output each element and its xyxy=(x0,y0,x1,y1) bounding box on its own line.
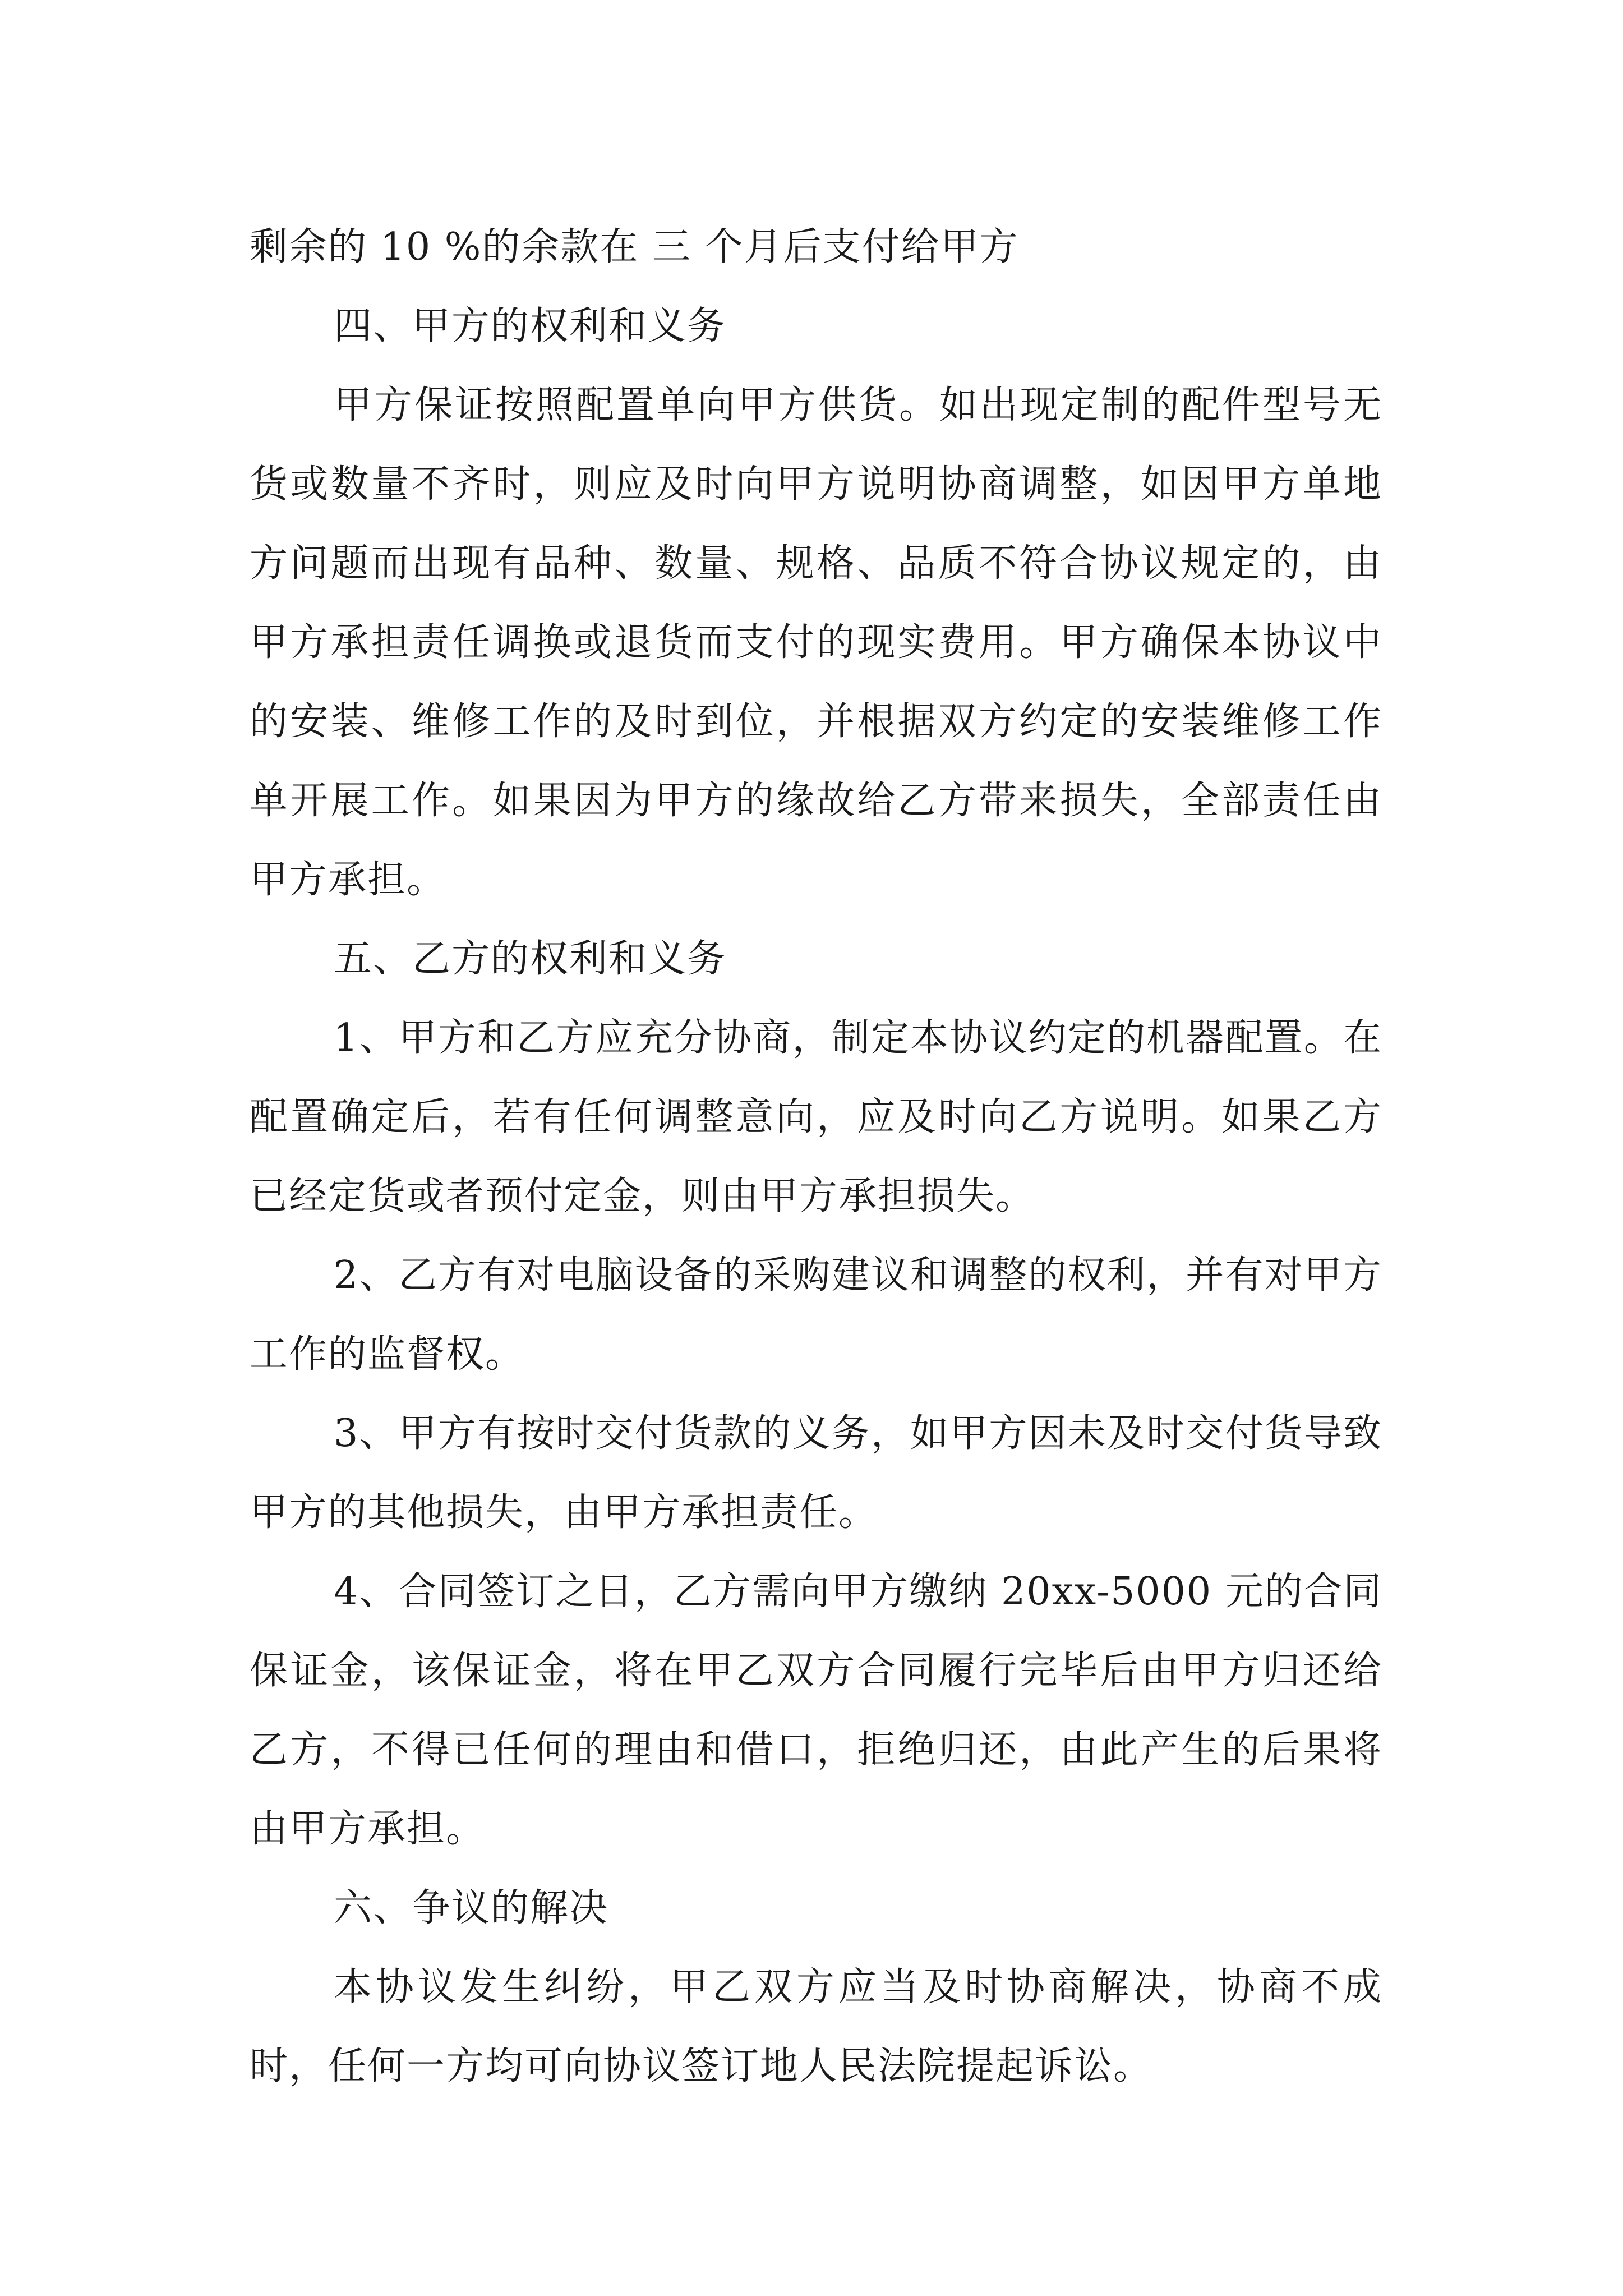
clause-2-procurement-advice: 2、乙方有对电脑设备的采购建议和调整的权利，并有对甲方工作的监督权。 xyxy=(250,1253,1382,1377)
document-body xyxy=(250,208,1382,2106)
clause-3-payment-obligation: 3、甲方有按时交付货款的义务，如甲方因未及时交付货导致甲方的其他损失，由甲方承担责任。 xyxy=(250,1411,1382,1535)
section-heading-party-b-rights: 五、乙方的权利和义务 xyxy=(334,937,727,981)
clause-4-security-deposit: 4、合同签订之日，乙方需向甲方缴纳 20xx-5000 元的合同保证金，该保证金，将在甲乙双方合同履行完毕后由甲方归还给乙方，不得已任何的理由和借口，拒绝归还，由此产生的后果将由甲方承担。 xyxy=(250,1570,1382,1851)
clause-1-configuration: 1、甲方和乙方应充分协商，制定本协议约定的机器配置。在配置确定后，若有任何调整意向，应及时向乙方说明。如果乙方已经定货或者预付定金，则由甲方承担损失。 xyxy=(250,1016,1382,1218)
section-heading-dispute-resolution: 六、争议的解决 xyxy=(334,1886,609,1930)
section-heading-party-a-rights: 四、甲方的权利和义务 xyxy=(334,304,727,348)
paragraph-dispute-resolution: 本协议发生纠纷，甲乙双方应当及时协商解决，协商不成时，任何一方均可向协议签订地人民法院提起诉讼。 xyxy=(250,1965,1382,2088)
paragraph-balance-payment: 剩余的 10 %的余款在 三 个月后支付给甲方 xyxy=(250,225,1019,269)
paragraph-party-a-obligations: 甲方保证按照配置单向甲方供货。如出现定制的配件型号无货或数量不齐时，则应及时向甲方说明协商调整，如因甲方单地方问题而出现有品种、数量、规格、品质不符合协议规定的，由甲方承担责任调换或退货而支付的现实费用。甲方确保本协议中的安装、维修工作的及时到位，并根据双方约定的安装维修工作单开展工作。如果因为甲方的缘故给乙方带来损失，全部责任由甲方承担。 xyxy=(250,383,1382,902)
